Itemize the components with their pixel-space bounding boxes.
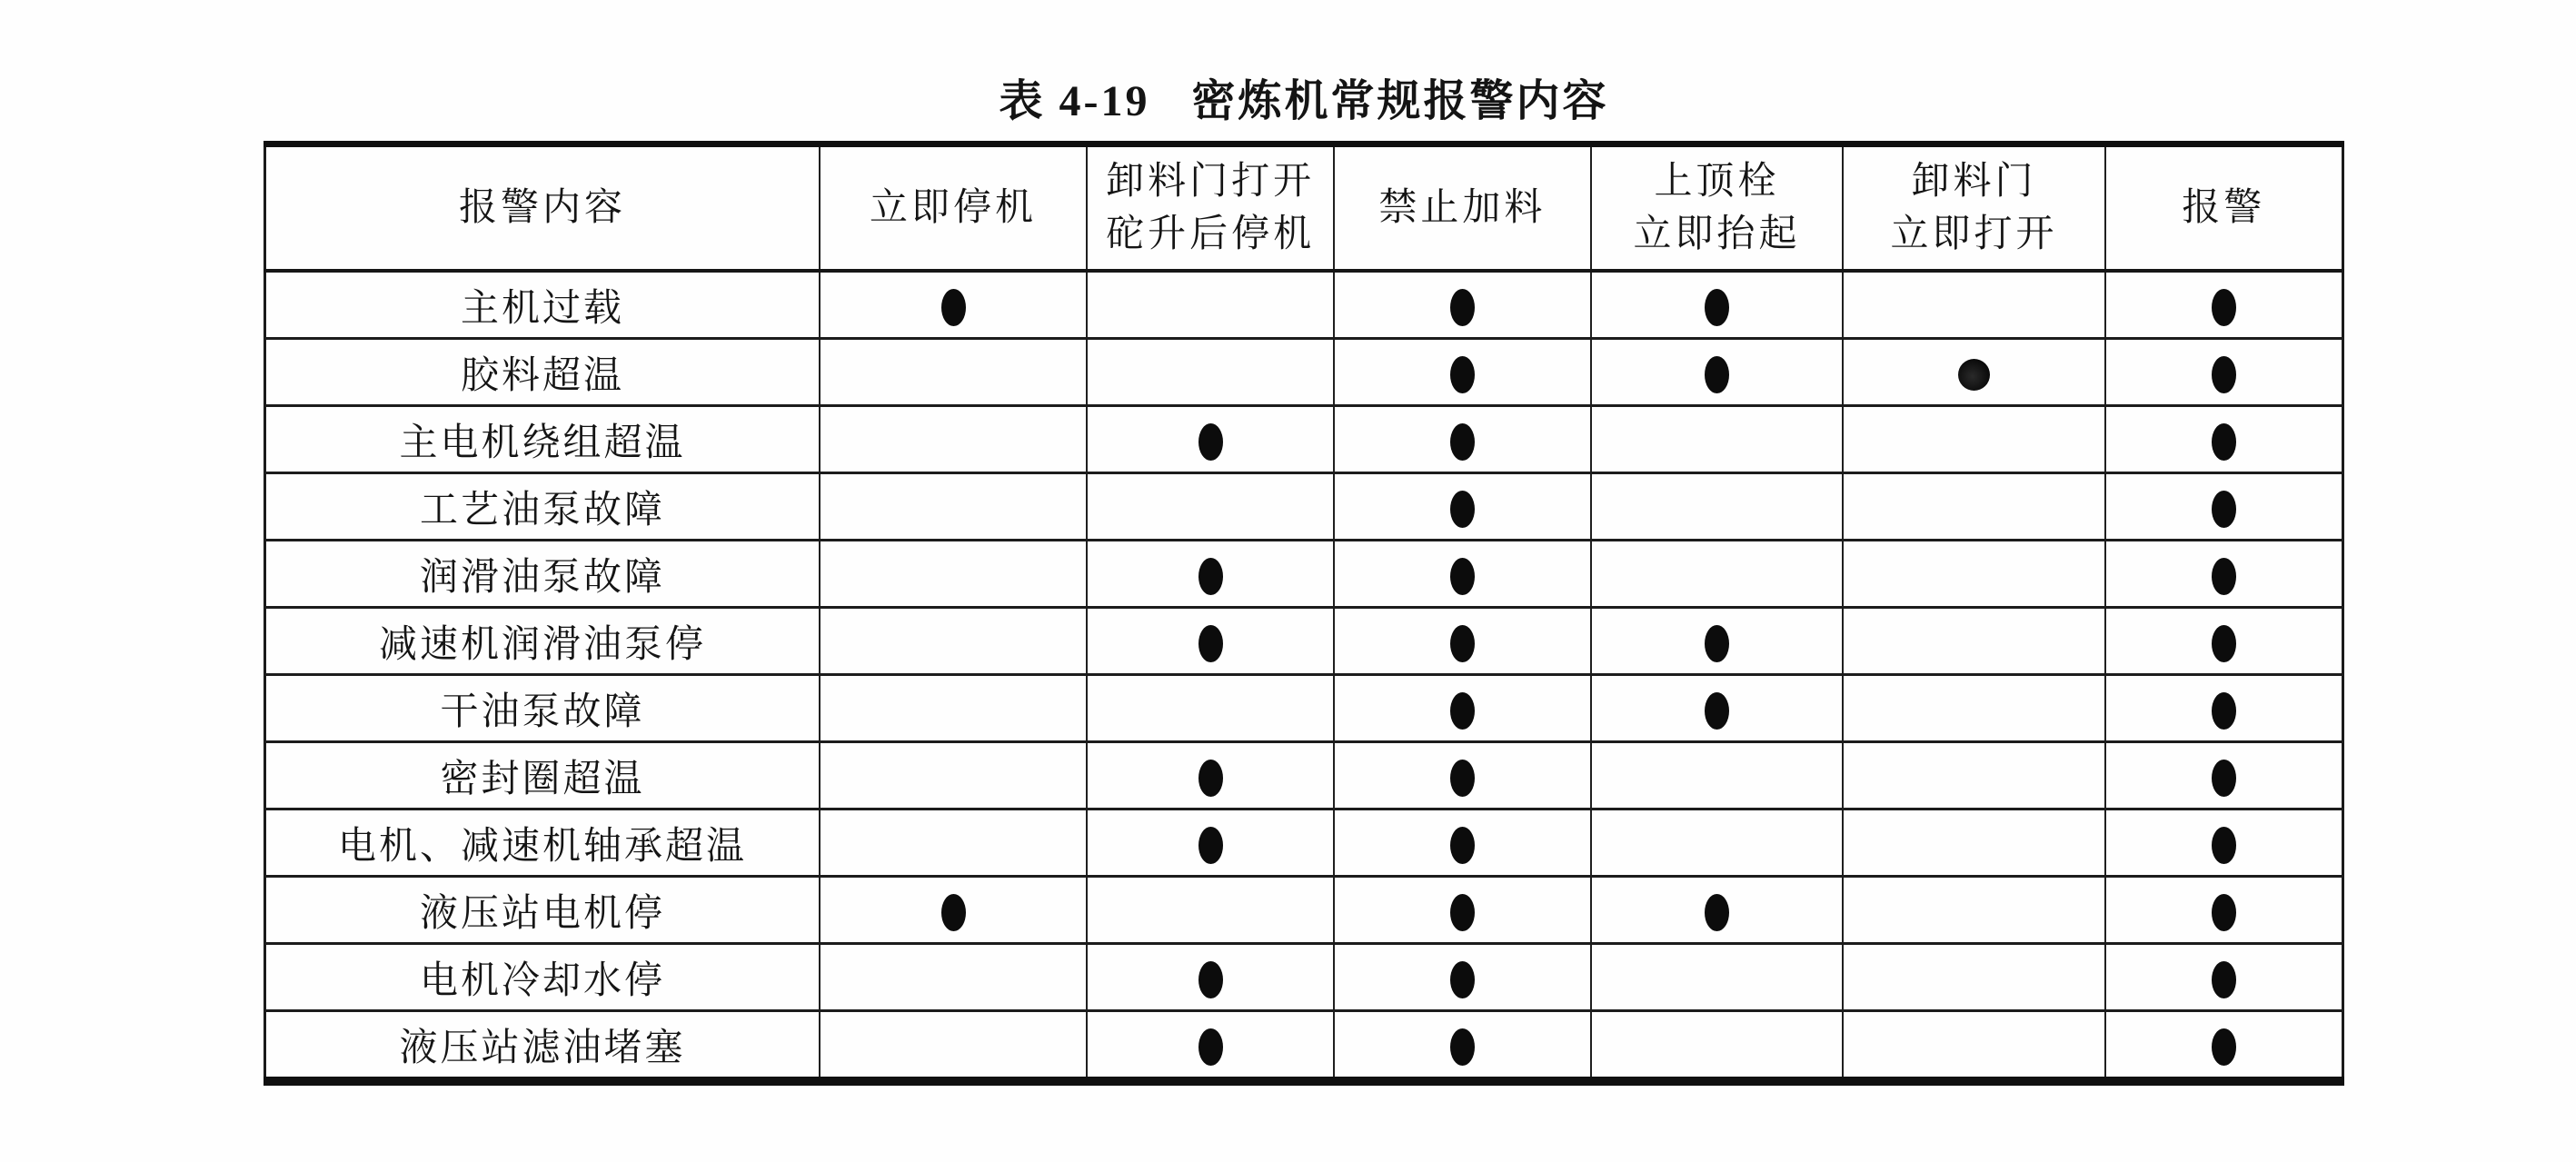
empty-cell — [820, 944, 1087, 1011]
column-header: 报警 — [2105, 144, 2343, 272]
dot-marker — [2212, 356, 2236, 393]
mark-cell — [1334, 1011, 1590, 1082]
dot-marker — [1450, 827, 1475, 864]
dot-marker — [1450, 692, 1475, 730]
dot-marker — [2212, 1028, 2236, 1066]
mark-cell — [1591, 675, 1844, 742]
dot-marker — [2212, 961, 2236, 998]
column-header: 卸料门打开 砣升后停机 — [1087, 144, 1334, 272]
empty-cell — [1843, 473, 2104, 541]
mark-cell — [1591, 877, 1844, 944]
mark-cell — [1334, 339, 1590, 406]
empty-cell — [1843, 406, 2104, 473]
mark-cell — [1591, 608, 1844, 675]
dot-marker — [1198, 827, 1223, 864]
mark-cell — [1334, 742, 1590, 809]
mark-cell — [1591, 271, 1844, 339]
mark-cell — [1334, 608, 1590, 675]
dot-marker — [1450, 894, 1475, 931]
dot-marker — [1705, 894, 1729, 931]
alarm-label: 主电机绕组超温 — [265, 406, 821, 473]
mark-cell — [2105, 406, 2343, 473]
empty-cell — [1843, 675, 2104, 742]
dot-marker — [2212, 491, 2236, 528]
empty-cell — [1843, 944, 2104, 1011]
mark-cell — [2105, 1011, 2343, 1082]
column-header: 上顶栓 立即抬起 — [1591, 144, 1844, 272]
mark-cell — [2105, 271, 2343, 339]
table-row — [265, 1011, 2343, 1082]
dot-marker — [1705, 692, 1729, 730]
empty-cell — [1591, 809, 1844, 877]
dot-marker — [2212, 827, 2236, 864]
mark-cell — [2105, 877, 2343, 944]
table-body — [265, 271, 2343, 1081]
dot-marker — [2212, 894, 2236, 931]
dot-marker — [941, 894, 966, 931]
empty-cell — [1087, 675, 1334, 742]
alarm-label: 减速机润滑油泵停 — [265, 608, 821, 675]
mark-cell — [2105, 339, 2343, 406]
dot-marker — [1450, 625, 1475, 662]
alarm-label: 润滑油泵故障 — [265, 541, 821, 608]
mark-cell — [1334, 271, 1590, 339]
mark-cell — [1087, 742, 1334, 809]
dot-marker — [2212, 423, 2236, 461]
table-row — [265, 271, 2343, 339]
empty-cell — [1087, 339, 1334, 406]
dot-marker — [1198, 558, 1223, 595]
empty-cell — [820, 406, 1087, 473]
alarm-label: 液压站电机停 — [265, 877, 821, 944]
dot-marker — [1958, 359, 1990, 391]
dot-marker — [2212, 558, 2236, 595]
mark-cell — [1087, 1011, 1334, 1082]
alarm-label: 工艺油泵故障 — [265, 473, 821, 541]
mark-cell — [2105, 944, 2343, 1011]
mark-cell — [820, 271, 1087, 339]
empty-cell — [1843, 608, 2104, 675]
mark-cell — [1087, 406, 1334, 473]
empty-cell — [1843, 541, 2104, 608]
table-row — [265, 877, 2343, 944]
column-header: 报警内容 — [265, 144, 821, 272]
mark-cell — [1087, 944, 1334, 1011]
alarm-label: 电机冷却水停 — [265, 944, 821, 1011]
empty-cell — [1591, 406, 1844, 473]
mark-cell — [1334, 809, 1590, 877]
header-row — [265, 144, 2343, 272]
alarm-label: 电机、减速机轴承超温 — [265, 809, 821, 877]
table-row — [265, 944, 2343, 1011]
table-row — [265, 541, 2343, 608]
dot-marker — [1198, 1028, 1223, 1066]
table-title — [264, 65, 2344, 128]
alarm-label: 胶料超温 — [265, 339, 821, 406]
mark-cell — [2105, 809, 2343, 877]
mark-cell — [2105, 541, 2343, 608]
empty-cell — [820, 541, 1087, 608]
empty-cell — [820, 675, 1087, 742]
empty-cell — [820, 339, 1087, 406]
empty-cell — [820, 742, 1087, 809]
table-row — [265, 809, 2343, 877]
empty-cell — [1843, 809, 2104, 877]
mark-cell — [1334, 675, 1590, 742]
mark-cell — [1591, 339, 1844, 406]
table-row — [265, 742, 2343, 809]
mark-cell — [1087, 809, 1334, 877]
dot-marker — [1450, 1028, 1475, 1066]
dot-marker — [1705, 356, 1729, 393]
mark-cell — [1334, 473, 1590, 541]
table-caption: 密炼机常规报警内容 — [1191, 77, 1609, 125]
empty-cell — [820, 1011, 1087, 1082]
empty-cell — [1087, 877, 1334, 944]
dot-marker — [1705, 625, 1729, 662]
column-header: 禁止加料 — [1334, 144, 1590, 272]
dot-marker — [2212, 289, 2236, 326]
dot-marker — [1198, 760, 1223, 797]
mark-cell — [820, 877, 1087, 944]
dot-marker — [1450, 961, 1475, 998]
empty-cell — [1591, 944, 1844, 1011]
alarm-label: 主机过载 — [265, 271, 821, 339]
dot-marker — [2212, 692, 2236, 730]
empty-cell — [1087, 271, 1334, 339]
dot-marker — [1198, 625, 1223, 662]
column-header: 立即停机 — [820, 144, 1087, 272]
mark-cell — [1334, 944, 1590, 1011]
dot-marker — [1450, 356, 1475, 393]
empty-cell — [1843, 1011, 2104, 1082]
dot-marker — [2212, 760, 2236, 797]
mark-cell — [2105, 608, 2343, 675]
dot-marker — [1198, 423, 1223, 461]
empty-cell — [1843, 742, 2104, 809]
empty-cell — [1843, 271, 2104, 339]
empty-cell — [1591, 473, 1844, 541]
mark-cell — [2105, 473, 2343, 541]
table-row — [265, 608, 2343, 675]
mark-cell — [2105, 675, 2343, 742]
dot-marker — [941, 289, 966, 326]
dot-marker — [1450, 558, 1475, 595]
empty-cell — [820, 809, 1087, 877]
alarm-label: 干油泵故障 — [265, 675, 821, 742]
table-row — [265, 406, 2343, 473]
alarm-label: 液压站滤油堵塞 — [265, 1011, 821, 1082]
dot-marker — [2212, 625, 2236, 662]
empty-cell — [1591, 1011, 1844, 1082]
empty-cell — [820, 473, 1087, 541]
table-header — [265, 144, 2343, 272]
dot-marker — [1198, 961, 1223, 998]
mark-cell — [1087, 608, 1334, 675]
dot-marker — [1450, 289, 1475, 326]
mark-cell — [1334, 406, 1590, 473]
dot-marker — [1705, 289, 1729, 326]
empty-cell — [1087, 473, 1334, 541]
alarm-label: 密封圈超温 — [265, 742, 821, 809]
mark-cell — [1334, 541, 1590, 608]
mark-cell — [2105, 742, 2343, 809]
table-number: 表 4-19 — [999, 77, 1150, 125]
dot-marker — [1450, 491, 1475, 528]
mark-cell — [1334, 877, 1590, 944]
mark-cell — [1087, 541, 1334, 608]
mark-cell — [1843, 339, 2104, 406]
table-row — [265, 339, 2343, 406]
table-row — [265, 675, 2343, 742]
empty-cell — [1591, 541, 1844, 608]
empty-cell — [820, 608, 1087, 675]
dot-marker — [1450, 760, 1475, 797]
table-row — [265, 473, 2343, 541]
alarm-table — [264, 141, 2344, 1086]
empty-cell — [1843, 877, 2104, 944]
dot-marker — [1450, 423, 1475, 461]
empty-cell — [1591, 742, 1844, 809]
column-header: 卸料门 立即打开 — [1843, 144, 2104, 272]
